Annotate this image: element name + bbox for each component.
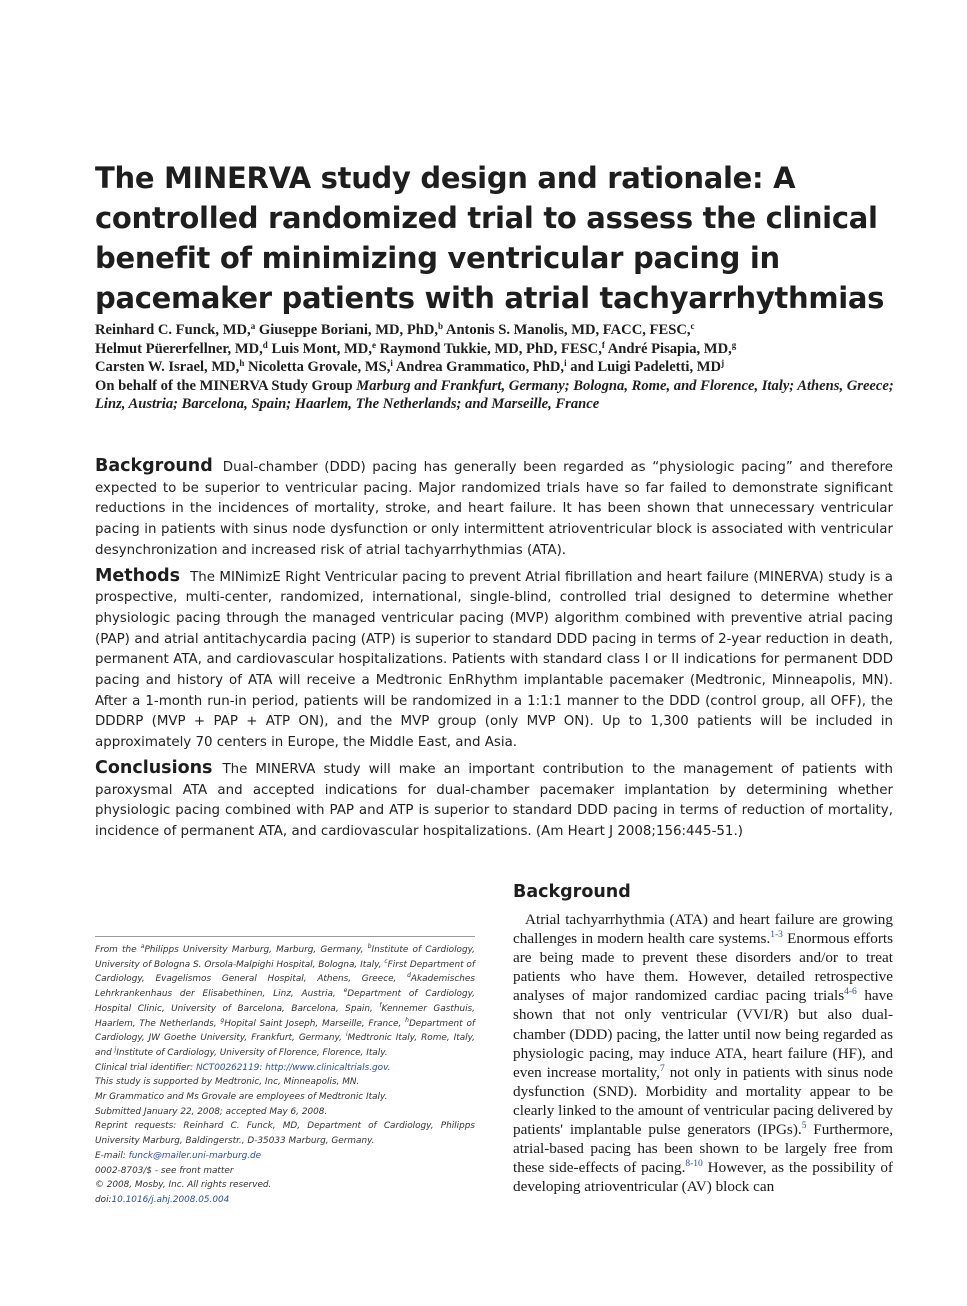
support-note: This study is supported by Medtronic, Inc, Minneapolis, MN. — [95, 1077, 360, 1088]
author-list — [95, 321, 925, 414]
affiliation-text: Department of Cardiology, Hospital Clinic, University of Barcelona, Barcelona, Spain, — [95, 989, 475, 1014]
affiliations — [95, 943, 475, 1061]
doi-link[interactable]: 10.1016/j.ahj.2008.05.004 — [111, 1194, 230, 1205]
abstract-methods — [95, 566, 893, 754]
trial-end: . — [387, 1062, 391, 1073]
footnotes — [95, 936, 475, 1208]
affiliation-marker: i — [345, 1031, 348, 1039]
abstract-background-text: Dual-chamber (DDD) pacing has generally been regarded as “physiologic pacing” and therefore expected to be superior to ventricular pacing. Major randomized trials have so far failed to demonstrate significant reductions in the incidences of mortality, stroke, and heart failure. It has been shown that unnecessary ventricular pacing in patients with sinus node dysfunction or only intermittent atrioventricular block is associated with ventricular desynchronization and increased risk of atrial tachyarrhythmias (ATA). — [95, 460, 893, 558]
abstract-conclusions — [95, 758, 893, 843]
author-name: Giuseppe Boriani, MD, PhD, — [258, 322, 439, 338]
abstract-conclusions-heading: Conclusions — [95, 757, 213, 778]
author-name: Antonis S. Manolis, MD, FACC, FESC, — [445, 322, 691, 338]
reference-citation[interactable]: 7 — [659, 1063, 665, 1074]
affiliation-marker: h — [239, 358, 245, 369]
body-text: Furthermore, atrial-based pacing has been shown to be largely free from these side-effects of pacing. — [513, 1121, 893, 1177]
body-text: have shown that not only ventricular (VVI/R) but also dual-chamber (DDD) pacing, the latter until now being regarded as physiologic pacing, may induce ATA, heart failure (HF), and even increase mortality, — [513, 987, 894, 1081]
trial-id-link[interactable]: NCT00262119 — [195, 1062, 260, 1073]
study-group: On behalf of the MINERVA Study Group — [95, 377, 353, 394]
abstract-methods-text: The MINimizE Right Ventricular pacing to prevent Atrial fibrillation and heart failure (MINERVA) study is a prospective, multi-center, randomized, international, single-blind, controlled trial designed to determine whether physiologic pacing through the managed ventricular pacing (MVP) algorithm combined with preventive atrial pacing (PAP) and atrial antitachycardia pacing (ATP) is superior to standard DDD pacing in terms of 2-year reduction in death, permanent ATA, and cardiovascular hospitalizations. Patients with standard class I or II indications for permanent DDD pacing and history of ATA will receive a Medtronic EnRhythm implantable pacemaker (Medtronic, Minneapolis, MN). After a 1-month run-in period, patients will be randomized in a 1:1:1 manner to the DDD (control group, all OFF), the DDDRP (MVP + PAP + ATP ON), and the MVP group (only MVP ON). Up to 1,300 patients will be included in approximately 70 centers in Europe, the Middle East, and Asia. — [95, 569, 893, 751]
email-label: E-mail: — [95, 1150, 129, 1161]
author-name: Helmut Püererfellner, MD, — [95, 340, 263, 357]
affiliation-marker: b — [438, 321, 444, 331]
abstract — [95, 456, 893, 847]
author-name: Carsten W. Israel, MD, — [95, 359, 240, 376]
issn-line: 0002-8703/$ - see front matter — [95, 1165, 234, 1176]
article-title: The MINERVA study design and rationale: A controlled randomized trial to assess the clinical benefit of minimizing ventricular pacing in pacemaker patients with atrial tachyarrhythmias — [95, 161, 885, 315]
trial-url-link[interactable]: http://www.clinicaltrials.gov — [265, 1062, 388, 1073]
affiliation-marker: d — [262, 339, 268, 350]
affiliation-marker: j — [114, 1045, 117, 1053]
author-name: Luis Mont, MD, — [271, 340, 372, 357]
body-text: Atrial tachyarrhythmia (ATA) and heart failure are growing challenges in modern health care systems. — [513, 911, 893, 948]
employees-note: Mr Grammatico and Ms Grovale are employees of Medtronic Italy. — [95, 1092, 388, 1103]
affiliation-text: Institute of Cardiology, University of Florence, Florence, Italy. — [116, 1047, 388, 1058]
affiliation-text: Medtronic Italy, Rome, Italy, and — [95, 1033, 475, 1058]
submission-dates: Submitted January 22, 2008; accepted May 6, 2008. — [95, 1106, 328, 1117]
affiliation-marker: b — [367, 943, 372, 950]
affiliation-text: First Department of Cardiology, Evagelismos General Hospital, Athens, Greece, — [95, 959, 475, 985]
trial-label: Clinical trial identifier: — [95, 1062, 196, 1073]
section-heading-background: Background — [513, 882, 631, 902]
author-locations: Marburg and Frankfurt, Germany; Bologna, Rome, and Florence, Italy; Athens, Greece; Linz, Austria; Barcelona, Spain; Haarlem, The Netherlands; and Marseille, France — [95, 377, 894, 413]
affiliation-text: Akademisches Lehrkrankenhaus der Elisabethinen, Linz, Austria, — [95, 974, 475, 1000]
affiliation-marker: f — [601, 339, 605, 350]
affiliation-text: Kennemer Gasthuis, Haarlem, The Netherlands, — [95, 1003, 475, 1029]
affiliation-marker: c — [384, 957, 388, 965]
email-line — [95, 1149, 475, 1164]
author-name: Reinhard C. Funck, MD, — [95, 322, 251, 338]
affiliation-marker: a — [250, 321, 256, 331]
affiliation-marker: d — [407, 972, 411, 980]
reference-citation[interactable]: 1-3 — [770, 930, 783, 941]
affiliation-marker: g — [220, 1016, 225, 1024]
affiliation-marker: h — [405, 1016, 409, 1024]
trial-identifier — [95, 1061, 475, 1076]
body-text: Enormous efforts are being made to prevent these disorders and/or to treat patients who have them. However, detailed retrospective analyses of major randomized cardiac pacing trials — [513, 930, 894, 1005]
affiliation-marker: g — [731, 339, 737, 350]
abstract-conclusions-text: The MINERVA study will make an important contribution to the management of patients with paroxysmal ATA and accepted indications for dual-chamber pacemaker implantation by determining whether physiologic pacing combined with PAP and ATP is superior to standard DDD pacing in terms of reduction of mortality, incidence of permanent ATA, and cardiovascular hospitalizations. (Am Heart J 2008;156:445-51.) — [95, 761, 893, 839]
affiliation-text: Philipps University Marburg, Marburg, Germany, — [144, 945, 368, 955]
doi-label: doi: — [95, 1194, 112, 1205]
reference-citation[interactable]: 5 — [801, 1121, 807, 1132]
abstract-background-heading: Background — [95, 456, 213, 476]
email-link[interactable]: funck@mailer.uni-marburg.de — [128, 1150, 262, 1161]
trial-separator: : — [259, 1062, 266, 1073]
author-name: André Pisapia, MD, — [607, 340, 732, 357]
author-name: Andrea Grammatico, PhD, — [395, 359, 565, 376]
body-paragraph — [513, 910, 893, 1196]
affiliation-marker: f — [379, 1001, 382, 1009]
abstract-background — [95, 456, 893, 562]
affiliation-marker: j — [721, 358, 725, 369]
reference-citation[interactable]: 4-6 — [844, 987, 857, 998]
affiliation-marker: c — [690, 321, 695, 331]
affiliation-marker: a — [140, 943, 145, 950]
author-name: Raymond Tukkie, MD, PhD, FESC, — [379, 340, 602, 357]
body-text: However, as the possibility of developing atrioventricular (AV) block can — [513, 1159, 893, 1196]
affiliation-marker: i — [390, 358, 393, 369]
reference-citation[interactable]: 8-10 — [685, 1159, 703, 1170]
affiliation-text: Institute of Cardiology, University of Bologna S. Orsola-Malpighi Hospital, Bologna, Italy, — [95, 945, 475, 970]
body-column — [513, 880, 893, 1196]
body-text: not only in patients with sinus node dysfunction (SND). Morbidity and mortality appear to be clearly linked to the amount of ventricular pacing delivered by patients' implantable pulse generators (IPGs). — [513, 1063, 893, 1139]
author-names — [95, 322, 736, 375]
author-name: Nicoletta Grovale, MS, — [247, 359, 391, 376]
abstract-methods-heading: Methods — [95, 565, 181, 586]
affiliation-marker: e — [343, 987, 348, 995]
affiliation-text: Department of Cardiology, JW Goethe University, Frankfurt, Germany, — [95, 1018, 475, 1044]
affiliation-text: Hopital Saint Joseph, Marseille, France, — [224, 1018, 406, 1029]
affiliations-prefix: From the — [95, 945, 141, 955]
author-name: and Luigi Padeletti, MD — [570, 359, 722, 376]
doi-line — [95, 1193, 475, 1208]
copyright-line: © 2008, Mosby, Inc. All rights reserved. — [95, 1180, 272, 1191]
reprint-requests: Reprint requests: Reinhard C. Funck, MD, Department of Cardiology, Philipps University Marburg, Baldingerstr., D-35033 Marburg, Germany. — [95, 1121, 475, 1147]
affiliation-marker: i — [564, 358, 567, 369]
affiliation-marker: e — [372, 339, 376, 350]
